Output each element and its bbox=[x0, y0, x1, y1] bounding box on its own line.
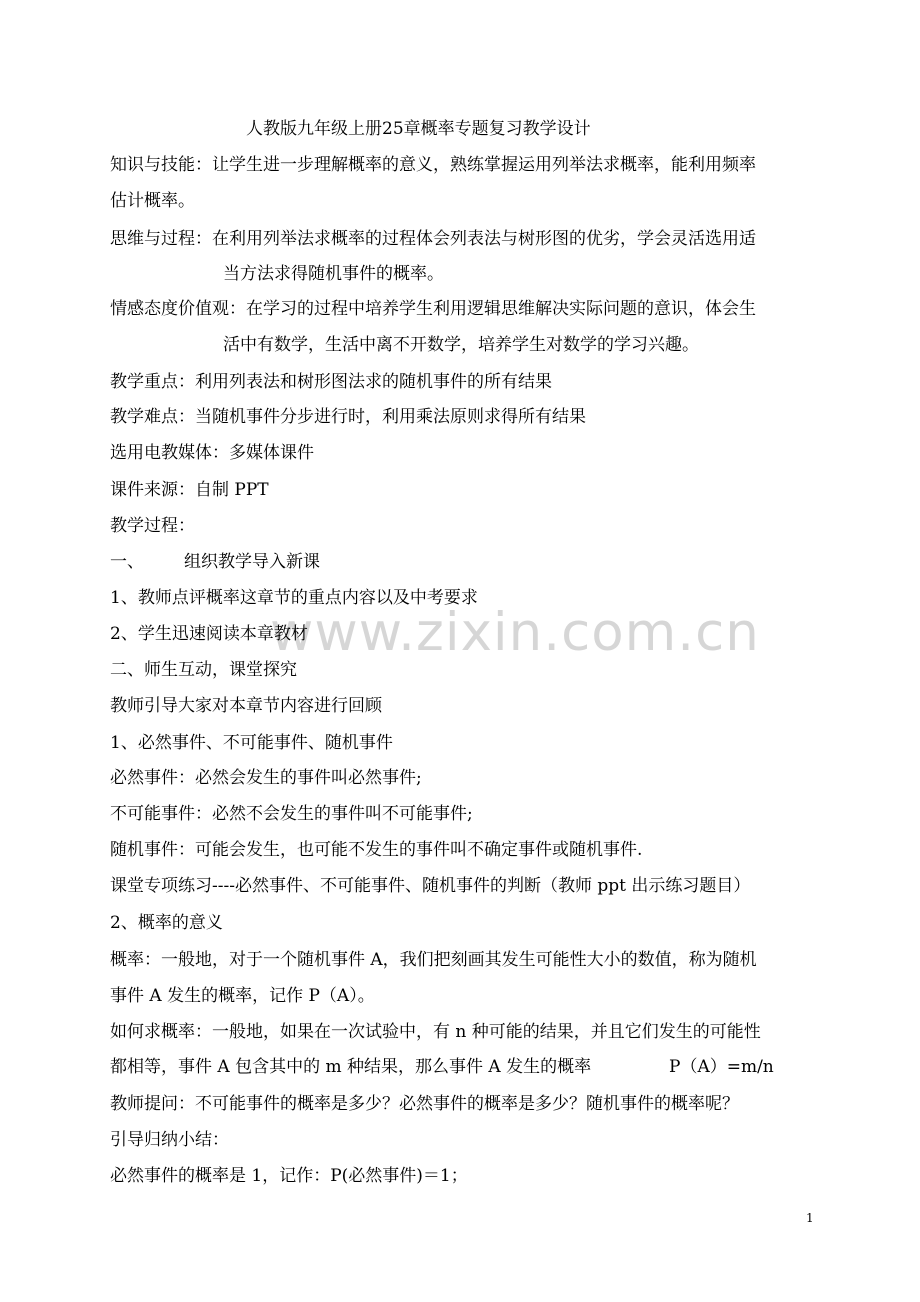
thinking-objective-line-1: 思维与过程：在利用列举法求概率的过程体会列表法与树形图的优劣，学会灵活选用适 bbox=[110, 229, 756, 249]
watermark: www.zixin.com.cn bbox=[270, 602, 760, 663]
document-title: 人教版九年级上册25章概率专题复习教学设计 bbox=[246, 119, 591, 139]
how-to-find-probability-line-1: 如何求概率：一般地，如果在一次试验中，有 n 种可能的结果，并且它们发生的可能性 bbox=[110, 1022, 761, 1042]
review-line: 教师引导大家对本章节内容进行回顾 bbox=[110, 696, 382, 716]
emotion-objective-line-2: 活中有数学，生活中离不开数学，培养学生对数学的学习兴趣。 bbox=[223, 335, 699, 355]
thinking-objective-line-2: 当方法求得随机事件的概率。 bbox=[223, 264, 444, 284]
teaching-media: 选用电教媒体：多媒体课件 bbox=[110, 443, 314, 463]
section-one-text: 组织教学导入新课 bbox=[184, 552, 320, 572]
knowledge-objective-line-2: 估计概率。 bbox=[110, 191, 195, 211]
page-number: 1 bbox=[806, 1211, 814, 1225]
section-one-number: 一、 bbox=[110, 552, 144, 572]
teaching-key-point: 教学重点：利用列表法和树形图法求的随机事件的所有结果 bbox=[110, 372, 552, 392]
teaching-process-heading: 教学过程： bbox=[110, 516, 195, 536]
random-event-definition: 随机事件：可能会发生，也可能不发生的事件叫不确定事件或随机事件. bbox=[110, 840, 643, 860]
impossible-event-definition: 不可能事件：必然不会发生的事件叫不可能事件; bbox=[110, 804, 473, 824]
events-heading: 1、必然事件、不可能事件、随机事件 bbox=[110, 733, 393, 753]
teaching-difficulty: 教学难点：当随机事件分步进行时，利用乘法原则求得所有结果 bbox=[110, 407, 586, 427]
certain-event-probability: 必然事件的概率是 1，记作：P(必然事件)＝1； bbox=[110, 1166, 468, 1186]
step-2: 2、学生迅速阅读本章教材 bbox=[110, 624, 308, 644]
probability-heading: 2、概率的意义 bbox=[110, 913, 223, 933]
teacher-question: 教师提问：不可能事件的概率是多少？必然事件的概率是多少？随机事件的概率呢？ bbox=[110, 1094, 739, 1114]
probability-formula: P（A）=m/n bbox=[669, 1057, 774, 1077]
certain-event-definition: 必然事件：必然会发生的事件叫必然事件; bbox=[110, 768, 422, 788]
section-two-heading: 二、师生互动，课堂探究 bbox=[110, 660, 297, 680]
knowledge-objective-line-1: 知识与技能：让学生进一步理解概率的意义，熟练掌握运用列举法求概率，能利用频率 bbox=[110, 155, 756, 175]
summary-heading: 引导归纳小结： bbox=[110, 1130, 229, 1150]
probability-definition-line-2: 事件 A 发生的概率，记作 P（A）。 bbox=[110, 986, 375, 1006]
probability-definition-line-1: 概率：一般地，对于一个随机事件 A，我们把刻画其发生可能性大小的数值，称为随机 bbox=[110, 950, 757, 970]
emotion-objective-line-1: 情感态度价值观：在学习的过程中培养学生利用逻辑思维解决实际问题的意识，体会生 bbox=[110, 299, 756, 319]
how-to-find-probability-line-2: 都相等，事件 A 包含其中的 m 种结果，那么事件 A 发生的概率 bbox=[110, 1057, 592, 1077]
step-1: 1、教师点评概率这章节的重点内容以及中考要求 bbox=[110, 588, 478, 608]
section-one-heading bbox=[110, 552, 320, 572]
courseware-source: 课件来源：自制 PPT bbox=[110, 480, 269, 500]
exercise-line: 课堂专项练习----必然事件、不可能事件、随机事件的判断（教师 ppt 出示练习题目） bbox=[110, 876, 751, 896]
